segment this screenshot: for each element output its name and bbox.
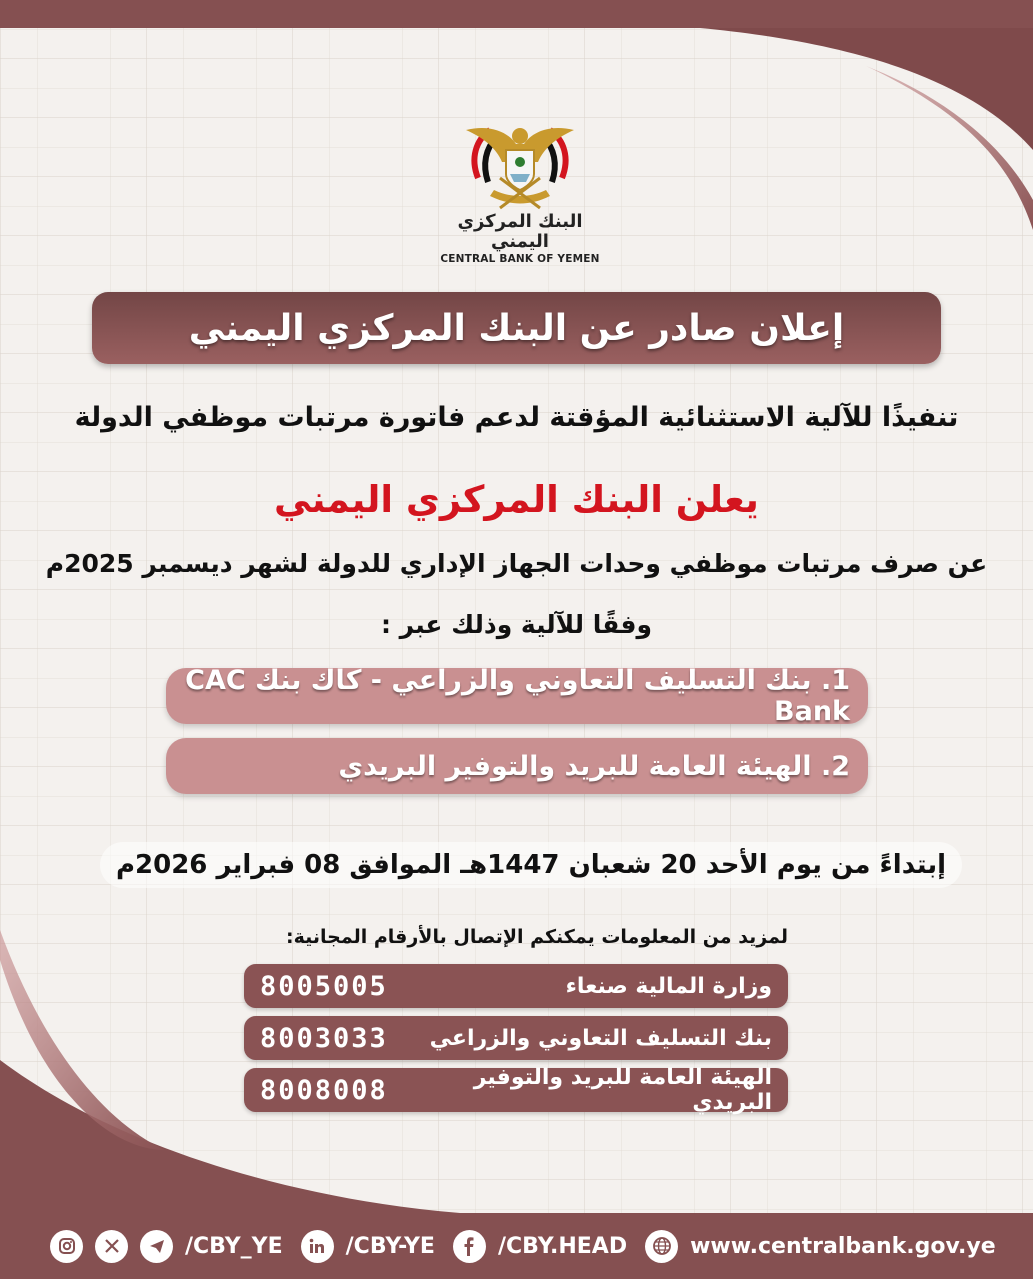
hotline-name: الهيئة العامة للبريد والتوفير البريدي	[473, 1065, 772, 1115]
hotlines-heading: لمزيد من المعلومات يمكنكم الإتصال بالأرقام المجانية:	[286, 926, 788, 948]
linkedin-handle[interactable]: /CBY-YE	[345, 1233, 435, 1259]
intro-text: تنفيذًا للآلية الاستثنائية المؤقتة لدعم فاتورة مرتبات موظفي الدولة	[74, 402, 959, 433]
statement-text: عن صرف مرتبات موظفي وحدات الجهاز الإداري للدولة لشهر ديسمبر 2025م	[45, 549, 988, 578]
channel-label: 1. بنك التسليف التعاوني والزراعي - كاك بنك CAC Bank	[185, 665, 850, 727]
hotline-row	[244, 1016, 788, 1060]
instagram-icon[interactable]	[50, 1230, 83, 1263]
central-bank-logo	[440, 118, 600, 265]
hotline-number: 8003033	[260, 1022, 388, 1054]
channel-label: 2. الهيئة العامة للبريد والتوفير البريدي	[338, 750, 850, 782]
linkedin-icon[interactable]	[301, 1230, 334, 1263]
telegram-handle[interactable]: /CBY_YE	[185, 1233, 283, 1259]
website-link[interactable]: www.centralbank.gov.ye	[690, 1233, 996, 1259]
x-icon[interactable]	[95, 1230, 128, 1263]
telegram-icon[interactable]	[140, 1230, 173, 1263]
start-date-text: إبتداءً من يوم الأحد 20 شعبان 1447هـ الموافق 08 فبراير 2026م	[115, 850, 947, 880]
mechanism-label: وفقًا للآلية وذلك عبر :	[380, 610, 653, 639]
channel-item-cac-bank	[166, 665, 868, 727]
globe-icon[interactable]	[645, 1230, 678, 1263]
hotline-row	[244, 964, 788, 1008]
hotline-name: وزارة المالية صنعاء	[565, 973, 772, 999]
announcement-title: إعلان صادر عن البنك المركزي اليمني	[188, 307, 845, 349]
social-footer	[0, 1213, 1033, 1279]
yemen-eagle-emblem-icon	[460, 118, 580, 216]
facebook-icon[interactable]	[453, 1230, 486, 1263]
facebook-handle[interactable]: /CBY.HEAD	[497, 1233, 628, 1259]
hotline-number: 8008008	[260, 1074, 388, 1106]
channel-item-postal-authority	[166, 738, 868, 794]
announcement-title-banner	[92, 292, 941, 364]
logo-name-english: CENTRAL BANK OF YEMEN	[440, 253, 600, 265]
hotline-name: بنك التسليف التعاوني والزراعي	[429, 1025, 772, 1051]
start-date-banner	[100, 842, 962, 888]
hotline-number: 8005005	[260, 970, 388, 1002]
announcer-heading: يعلن البنك المركزي اليمني	[274, 478, 759, 521]
logo-name-arabic: البنك المركزي اليمني	[457, 211, 583, 252]
hotline-row	[244, 1065, 788, 1115]
